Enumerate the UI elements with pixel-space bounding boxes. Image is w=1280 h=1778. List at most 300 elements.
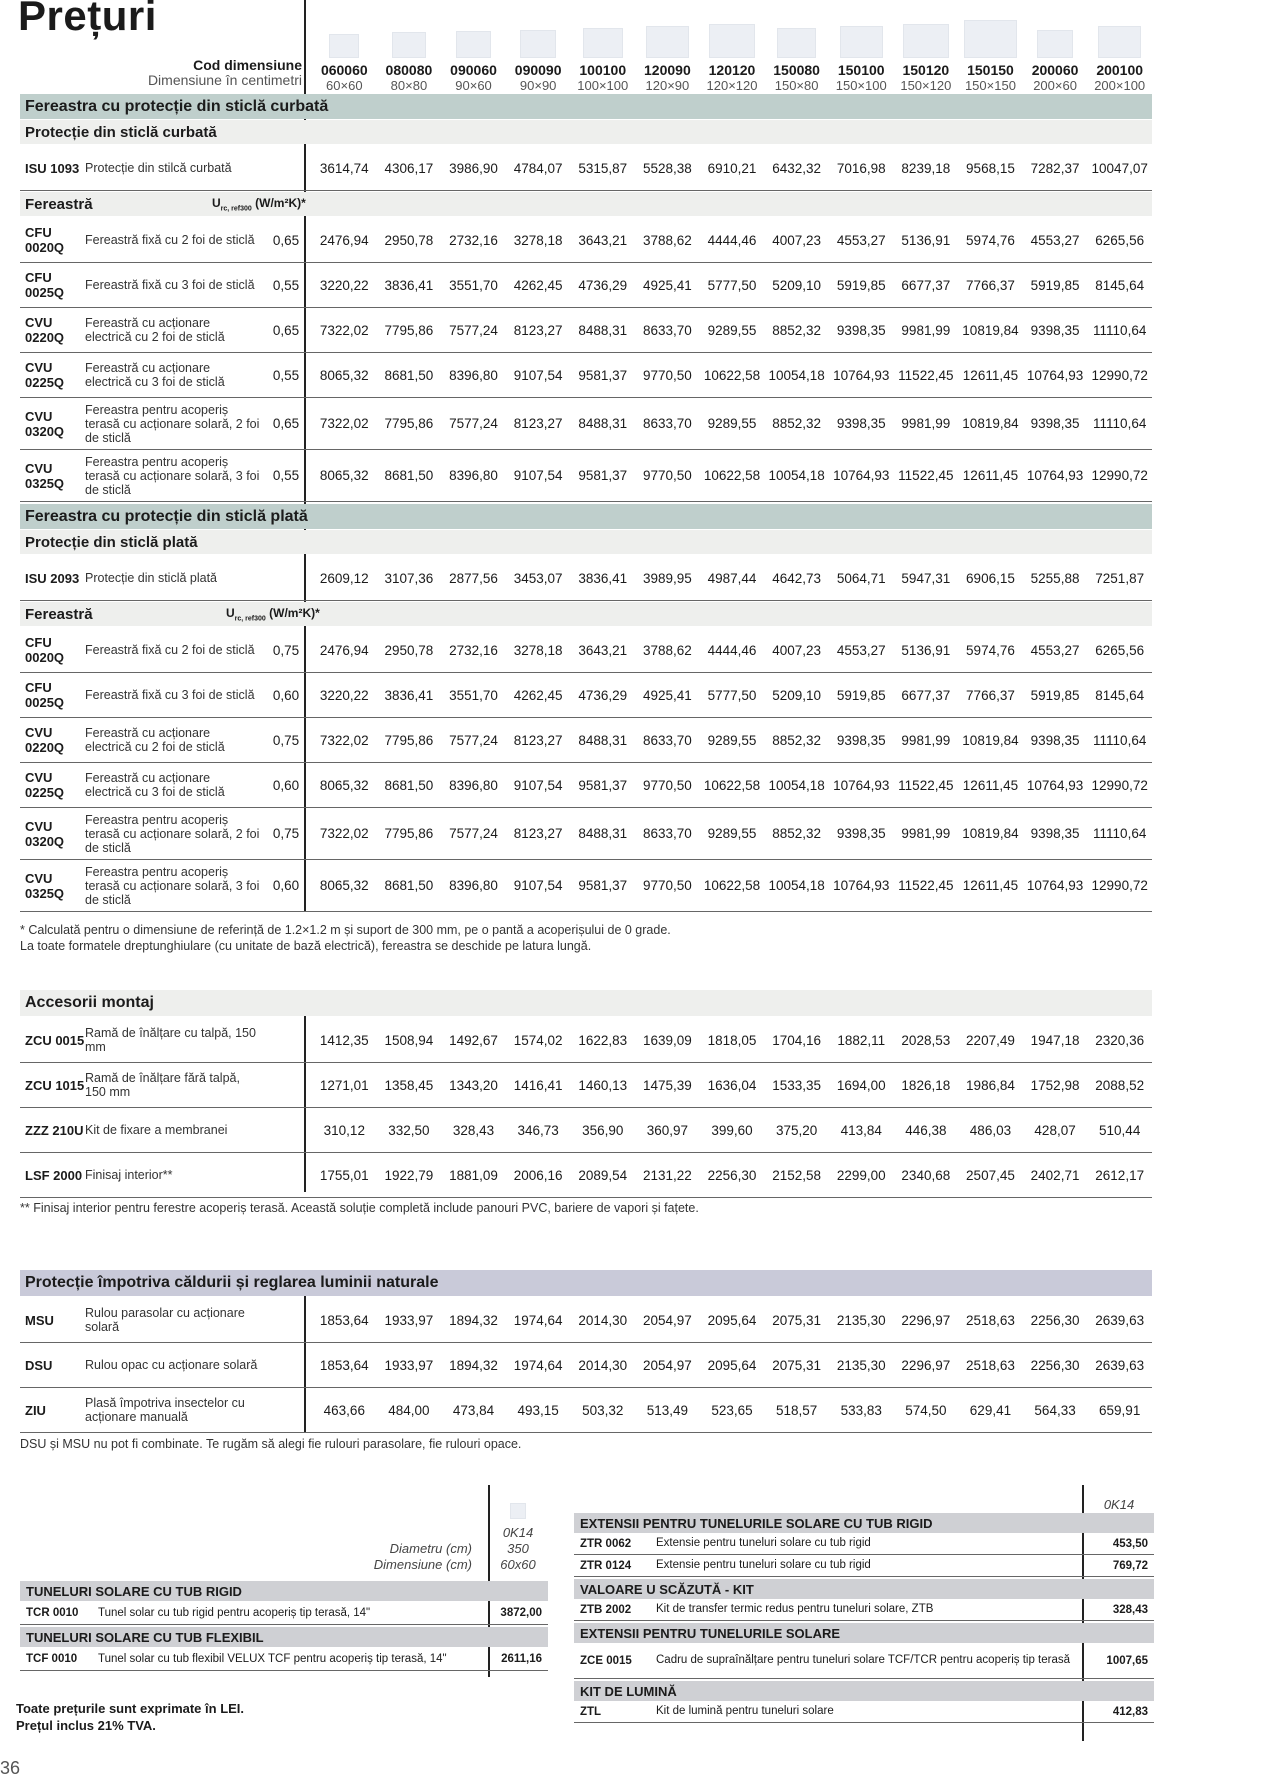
price-values: [312, 278, 1152, 293]
price-cell: 9981,99: [901, 416, 951, 431]
price-cell: 2320,36: [1095, 1032, 1145, 1048]
price-cell: 1704,16: [772, 1032, 822, 1048]
price-cell: 8396,80: [449, 777, 498, 793]
footnote-2: La toate formatele dreptunghiulare (cu unitate de bază electrică), fereastra se deschide pe latura lungă.: [20, 939, 592, 953]
product-description: Tunel solar cu tub rigid pentru acoperiș tip terasă, 14": [98, 1606, 371, 1619]
u-value: 0,55: [272, 367, 300, 383]
price-cell: 10819,84: [962, 732, 1019, 748]
price-cell: 1636,04: [707, 1077, 757, 1093]
product-description: Kit de fixare a membranei: [85, 1123, 228, 1137]
price-cell: 503,32: [582, 1402, 624, 1418]
footnote-1: * Calculată pentru o dimensiune de referință de 1.2×1.2 m și suport de 300 mm, pe o pantă a acoperișului de 0 grade.: [20, 923, 671, 937]
product-code: CFU 0020Q: [25, 635, 65, 665]
price-cell: 10764,93: [833, 777, 890, 793]
u-value: 0,65: [272, 232, 300, 248]
accessories-note: ** Finisaj interior pentru ferestre acoperiș terasă. Această soluție completă include panouri PVC, bariere de vapori și fațete.: [20, 1201, 699, 1215]
price-cell: 3836,41: [384, 277, 434, 293]
price-cell: 1622,83: [578, 1032, 628, 1048]
u-value: 0,75: [272, 642, 300, 658]
price-cell: 8396,80: [449, 468, 498, 483]
price-values: [312, 323, 1152, 338]
price-cell: 3788,62: [642, 232, 692, 248]
price-cell: 8488,31: [578, 732, 628, 748]
price-cell: 493,15: [517, 1402, 559, 1418]
price-values: [312, 688, 1152, 703]
price-cell: 8852,32: [772, 826, 822, 841]
price-cell: 2256,30: [1030, 1312, 1080, 1328]
price-cell: 7322,02: [319, 416, 369, 431]
price-cell: 2476,94: [319, 232, 369, 248]
price-cell: 10764,93: [833, 367, 890, 383]
product-description: Fereastră cu acționare electrică cu 2 foi de sticlă: [85, 726, 225, 754]
table-row: [20, 718, 1152, 763]
price-cell: 8488,31: [578, 826, 628, 841]
product-description: Fereastră fixă cu 2 foi de sticlă: [85, 643, 255, 657]
price-cell: 9770,50: [642, 777, 692, 793]
u-value: 0,55: [272, 277, 300, 293]
price-cell: 5528,38: [642, 160, 692, 176]
price-cell: 12990,72: [1091, 878, 1148, 893]
tunnel-dimension: 60x60: [500, 1557, 536, 1572]
price-cell: 10622,58: [703, 777, 761, 793]
price-cell: 4553,27: [836, 642, 886, 658]
price-cell: 6677,37: [901, 277, 951, 293]
price-cell: 10819,84: [962, 322, 1019, 338]
price-cell: 533,83: [840, 1402, 882, 1418]
window-label: Fereastră: [25, 605, 93, 623]
price-cell: 9770,50: [642, 367, 692, 383]
price-cell: 7016,98: [836, 160, 886, 176]
price-cell: 356,90: [582, 1122, 624, 1138]
price-cell: 6265,56: [1095, 642, 1145, 658]
product-description: Fereastra pentru acoperiș terasă cu acționare solară, 2 foi de sticlă: [85, 402, 260, 445]
size-columns: [312, 18, 1152, 94]
price-cell: 4306,17: [384, 160, 434, 176]
price-cell: 10622,58: [703, 468, 761, 483]
price-cell: 9770,50: [642, 878, 692, 893]
price-cell: 513,49: [646, 1402, 689, 1418]
product-description: Fereastră cu acționare electrică cu 2 foi de sticlă: [85, 316, 225, 344]
price-cell: 9981,99: [901, 732, 951, 748]
price-cell: 3220,22: [319, 277, 369, 293]
price-cell: 9289,55: [707, 826, 757, 841]
product-description: Cadru de supraînălțare pentru tuneluri solare TCF/TCR pentru acoperiș tip terasă: [656, 1654, 1070, 1666]
price-cell: 3278,18: [513, 232, 563, 248]
product-price: 412,83: [1112, 1705, 1148, 1718]
price-cell: 8123,27: [513, 826, 563, 841]
size-column: [829, 18, 894, 94]
product-description: Plasă împotriva insectelor cu acționare manuală: [85, 1396, 245, 1424]
size-swatch: [840, 26, 883, 58]
price-cell: 1412,35: [319, 1032, 369, 1048]
price-cell: 11110,64: [1093, 826, 1147, 841]
price-cell: 1271,01: [319, 1077, 369, 1093]
price-cell: 4262,45: [513, 277, 563, 293]
price-cell: 346,73: [517, 1122, 559, 1138]
table-row: [20, 808, 1152, 860]
price-cell: 8123,27: [513, 732, 563, 748]
price-cell: 8065,32: [319, 878, 369, 893]
price-cell: 12990,72: [1091, 468, 1148, 483]
size-dimension: 120×90: [645, 78, 690, 93]
price-values: [312, 1358, 1152, 1373]
price-cell: 7577,24: [449, 322, 498, 338]
product-price: 1007,65: [1106, 1654, 1148, 1667]
solar-tunnels-table: [20, 1485, 548, 1675]
price-cell: 523,65: [711, 1402, 753, 1418]
price-cell: 7322,02: [319, 322, 369, 338]
tunnel-code: 0K14: [502, 1525, 534, 1540]
table-row: [574, 1599, 1154, 1621]
price-cell: 3643,21: [578, 642, 628, 658]
price-cell: 10054,18: [768, 777, 825, 793]
table-row: [574, 1643, 1154, 1679]
price-cell: 9398,35: [1030, 732, 1080, 748]
price-values: [312, 1403, 1152, 1418]
price-cell: 2340,68: [901, 1167, 951, 1183]
product-description: Fereastră fixă cu 2 foi de sticlă: [85, 233, 255, 247]
price-cell: 7577,24: [449, 416, 498, 431]
price-cell: 10764,93: [833, 468, 890, 483]
price-cell: 310,12: [323, 1122, 365, 1138]
size-dimension: 90×60: [455, 78, 492, 93]
price-cell: 5315,87: [578, 160, 628, 176]
price-cell: 2135,30: [836, 1312, 886, 1328]
table-row: [20, 1298, 1152, 1343]
size-swatch: [777, 28, 817, 58]
price-cell: 428,07: [1034, 1122, 1076, 1138]
price-cell: 8852,32: [772, 416, 822, 431]
price-cell: 3836,41: [384, 687, 434, 703]
price-cell: 2256,30: [707, 1167, 757, 1183]
price-values: [312, 643, 1152, 658]
price-cell: 2095,64: [707, 1312, 757, 1328]
price-cell: 484,00: [388, 1402, 430, 1418]
price-cell: 2518,63: [966, 1357, 1015, 1373]
price-cell: 5136,91: [901, 232, 951, 248]
price-cell: 1358,45: [384, 1077, 434, 1093]
price-cell: 8488,31: [578, 416, 628, 431]
price-cell: 5255,88: [1030, 570, 1080, 586]
price-values: [312, 416, 1152, 431]
price-cell: 7795,86: [384, 322, 434, 338]
flexible-tunnels-band: TUNELURI SOLARE CU TUB FLEXIBIL: [20, 1627, 548, 1647]
price-cell: 1882,11: [837, 1032, 886, 1048]
tunnel-diameter: 350: [507, 1541, 529, 1556]
price-cell: 3551,70: [449, 277, 498, 293]
product-description: Ramă de înălțare fără talpă, 150 mm: [85, 1071, 240, 1099]
product-description: Kit de lumină pentru tuneluri solare: [656, 1705, 834, 1717]
table-row: [20, 556, 1152, 601]
size-dimension: 100×100: [577, 78, 629, 93]
subsection-flat: Protecție din sticlă plată: [20, 530, 1152, 554]
price-cell: 8681,50: [384, 468, 434, 483]
price-cell: 1933,97: [384, 1357, 434, 1373]
price-cell: 9107,54: [513, 468, 563, 483]
product-code: ZCE 0015: [580, 1654, 632, 1667]
extension-band: EXTENSII PENTRU TUNELURILE SOLARE: [574, 1623, 1154, 1643]
price-cell: 574,50: [905, 1402, 947, 1418]
price-cell: 10047,07: [1091, 160, 1148, 176]
size-column: [441, 18, 506, 94]
price-cell: 328,43: [452, 1122, 495, 1138]
price-cell: 7766,37: [966, 277, 1015, 293]
price-cell: 486,03: [969, 1122, 1012, 1138]
price-cell: 8488,31: [578, 322, 628, 338]
price-cell: 9398,35: [836, 416, 886, 431]
product-description: Extensie pentru tuneluri solare cu tub rigid: [656, 1537, 871, 1549]
price-cell: 473,84: [452, 1402, 495, 1418]
product-code: CFU 0020Q: [25, 225, 65, 255]
price-values: [312, 233, 1152, 248]
table-row: [20, 628, 1152, 673]
price-cell: 1752,98: [1030, 1077, 1080, 1093]
price-cell: 6910,21: [707, 160, 757, 176]
product-code: CVU 0225Q: [25, 770, 65, 800]
price-cell: 6906,15: [966, 570, 1015, 586]
size-dimension: 60×60: [326, 78, 363, 93]
price-values: [312, 468, 1152, 483]
price-values: [312, 878, 1152, 893]
table-row: [20, 1647, 548, 1671]
size-column: [570, 18, 635, 94]
price-cell: 6265,56: [1095, 232, 1145, 248]
price-cell: 2877,56: [449, 570, 498, 586]
price-cell: 9398,35: [1030, 322, 1080, 338]
price-cell: 375,20: [775, 1122, 818, 1138]
price-cell: 1508,94: [384, 1032, 434, 1048]
price-cell: 5974,76: [966, 232, 1015, 248]
section-title-flat: Fereastra cu protecție din sticlă plată: [20, 504, 1152, 529]
product-code: ISU 1093: [25, 160, 80, 176]
price-cell: 9770,50: [642, 468, 692, 483]
price-cell: 2028,53: [901, 1032, 951, 1048]
product-code: ZZZ 210U: [25, 1122, 84, 1138]
price-cell: 11522,45: [898, 367, 954, 383]
price-cell: 413,84: [840, 1122, 882, 1138]
u-value: 0,60: [272, 687, 300, 703]
price-cell: 12611,45: [962, 777, 1019, 793]
product-price: 769,72: [1112, 1559, 1148, 1572]
price-cell: 4262,45: [513, 687, 563, 703]
price-cell: 2732,16: [449, 232, 498, 248]
product-code: CVU 0320Q: [25, 818, 65, 849]
product-code: CVU 0220Q: [25, 725, 65, 755]
price-cell: 5209,10: [772, 277, 822, 293]
product-description: Fereastră fixă cu 3 foi de sticlă: [85, 688, 255, 702]
price-values: [312, 1033, 1152, 1048]
price-cell: 7322,02: [319, 826, 369, 841]
price-cell: 1460,13: [578, 1077, 628, 1093]
price-cell: 3278,18: [513, 642, 563, 658]
size-swatch: [329, 34, 359, 58]
price-cell: 4925,41: [642, 687, 692, 703]
size-swatch: [964, 20, 1016, 58]
price-cell: 8123,27: [513, 416, 563, 431]
price-cell: 2089,54: [578, 1167, 628, 1183]
price-cell: 7577,24: [449, 732, 498, 748]
price-cell: 1574,02: [513, 1032, 563, 1048]
price-cell: 3643,21: [578, 232, 628, 248]
price-cell: 1974,64: [513, 1312, 563, 1328]
price-cell: 2014,30: [578, 1312, 628, 1328]
table-row: [20, 263, 1152, 308]
price-cell: 9398,35: [1030, 416, 1080, 431]
size-code: 120120: [708, 62, 756, 78]
price-cell: 10764,93: [833, 878, 890, 893]
price-cell: 1639,09: [642, 1032, 692, 1048]
extension-band: EXTENSII PENTRU TUNELURILE SOLARE CU TUB RIGID: [574, 1513, 1154, 1533]
price-cell: 8681,50: [384, 777, 434, 793]
price-cell: 2402,71: [1030, 1167, 1080, 1183]
price-cell: 8065,32: [319, 777, 369, 793]
price-cell: 9398,35: [836, 732, 886, 748]
price-values: [312, 1168, 1152, 1183]
price-cell: 10764,93: [1026, 777, 1084, 793]
subsection-curved: Protecție din sticlă curbată: [20, 120, 1152, 144]
product-code: ZTR 0124: [580, 1559, 632, 1572]
product-description: Finisaj interior**: [85, 1168, 173, 1182]
price-values: [312, 1123, 1152, 1138]
product-description: Tunel solar cu tub flexibil VELUX TCF pentru acoperiș tip terasă, 14": [98, 1652, 447, 1665]
extension-band: KIT DE LUMINĂ: [574, 1681, 1154, 1701]
price-cell: 11522,45: [898, 878, 954, 893]
product-description: Ramă de înălțare cu talpă, 150 mm: [85, 1026, 256, 1054]
extensions-table: [574, 1485, 1154, 1741]
section-title-curved: Fereastra cu protecție din sticlă curbată: [20, 94, 1152, 119]
price-cell: 399,60: [711, 1122, 753, 1138]
price-cell: 2639,63: [1095, 1312, 1145, 1328]
size-dimension: 200×60: [1033, 78, 1077, 93]
price-cell: 1986,84: [966, 1077, 1015, 1093]
u-value: 0,75: [272, 826, 300, 841]
price-cell: 2088,52: [1095, 1077, 1145, 1093]
price-cell: 510,44: [1099, 1122, 1141, 1138]
price-cell: 9289,55: [707, 322, 757, 338]
size-code: 150080: [773, 62, 820, 78]
price-cell: 629,41: [969, 1402, 1012, 1418]
product-code: CVU 0220Q: [25, 315, 65, 345]
price-cell: 1533,35: [772, 1077, 822, 1093]
price-cell: 2950,78: [384, 232, 434, 248]
price-cell: 10764,93: [1026, 367, 1084, 383]
price-cell: 9289,55: [707, 416, 757, 431]
price-cell: 2075,31: [772, 1312, 822, 1328]
price-cell: 2507,45: [966, 1167, 1015, 1183]
price-cell: 7795,86: [384, 732, 434, 748]
product-code: ZCU 0015: [25, 1032, 85, 1048]
price-cell: 8239,18: [901, 160, 951, 176]
price-cell: 2131,22: [642, 1167, 692, 1183]
product-code: ZTB 2002: [580, 1603, 632, 1616]
window-label: Fereastră: [25, 195, 93, 213]
price-cell: 3986,90: [449, 160, 498, 176]
dimension-cm-label: Dimensiune în centimetri: [147, 72, 302, 88]
price-values: [312, 571, 1152, 586]
price-cell: 10054,18: [768, 878, 825, 893]
price-cell: 6432,32: [772, 160, 822, 176]
table-row: [20, 218, 1152, 263]
product-code: CVU 0225Q: [25, 360, 65, 390]
page-title: Prețuri: [18, 0, 157, 39]
price-cell: 3107,36: [384, 570, 434, 586]
price-cell: 7766,37: [966, 687, 1015, 703]
size-dimension: 150×80: [774, 78, 819, 93]
price-cell: 12611,45: [962, 367, 1019, 383]
price-cell: 7795,86: [384, 826, 434, 841]
price-cell: 3989,95: [642, 570, 692, 586]
size-column: [377, 18, 442, 94]
price-cell: 8633,70: [642, 416, 692, 431]
u-value: 0,65: [272, 416, 300, 431]
price-cell: 9981,99: [901, 826, 951, 841]
price-cell: 9107,54: [513, 367, 563, 383]
price-cell: 564,33: [1034, 1402, 1076, 1418]
price-values: [312, 1313, 1152, 1328]
price-cell: 8065,32: [319, 367, 369, 383]
size-code: 120090: [644, 62, 691, 78]
price-cell: 7251,87: [1095, 570, 1145, 586]
product-description: Fereastră cu acționare electrică cu 3 foi de sticlă: [85, 771, 225, 799]
size-swatch: [520, 30, 556, 58]
price-cell: 10054,18: [768, 367, 825, 383]
price-cell: 2054,97: [642, 1312, 692, 1328]
price-cell: 5919,85: [836, 277, 886, 293]
price-cell: 5136,91: [901, 642, 951, 658]
product-description: Extensie pentru tuneluri solare cu tub rigid: [656, 1559, 871, 1571]
table-row: [20, 1018, 1152, 1063]
table-row: [20, 763, 1152, 808]
price-cell: 9581,37: [578, 777, 628, 793]
price-cell: 5777,50: [707, 277, 757, 293]
price-cell: 2054,97: [642, 1357, 692, 1373]
product-code: CVU 0320Q: [25, 408, 65, 439]
price-cell: 659,91: [1099, 1402, 1141, 1418]
price-cell: 4444,46: [707, 642, 757, 658]
table-row: [20, 1601, 548, 1625]
price-cell: 10764,93: [1026, 878, 1084, 893]
price-cell: 1922,79: [384, 1167, 434, 1183]
price-cell: 7322,02: [319, 732, 369, 748]
size-dimension: 150×120: [900, 78, 952, 93]
size-swatch: [456, 31, 491, 58]
price-cell: 3220,22: [319, 687, 369, 703]
price-cell: 11522,45: [898, 777, 954, 793]
table-row: [20, 1343, 1152, 1388]
price-cell: 4925,41: [642, 277, 692, 293]
table-row: [20, 673, 1152, 718]
product-code: DSU: [25, 1357, 53, 1373]
price-cell: 8681,50: [384, 878, 434, 893]
protection-note: DSU și MSU nu pot fi combinate. Te rugăm să alegi fie rulouri parasolare, fie rulouri opace.: [20, 1437, 522, 1451]
price-cell: 2609,12: [319, 570, 369, 586]
price-cell: 8852,32: [772, 732, 822, 748]
price-cell: 3551,70: [449, 687, 498, 703]
price-cell: 12990,72: [1091, 367, 1148, 383]
price-cell: 4987,44: [707, 570, 757, 586]
size-code: 100100: [579, 62, 627, 78]
price-cell: 2135,30: [836, 1357, 886, 1373]
price-cell: 10622,58: [703, 878, 761, 893]
price-cell: 12990,72: [1091, 777, 1148, 793]
product-description: Fereastra pentru acoperiș terasă cu acționare solară, 3 foi de sticlă: [85, 454, 260, 497]
price-cell: 2152,58: [772, 1167, 822, 1183]
price-cell: 332,50: [388, 1122, 430, 1138]
price-cell: 7795,86: [384, 416, 434, 431]
table-row: [20, 398, 1152, 450]
u-label: U: [226, 605, 235, 620]
price-cell: 3836,41: [578, 570, 628, 586]
